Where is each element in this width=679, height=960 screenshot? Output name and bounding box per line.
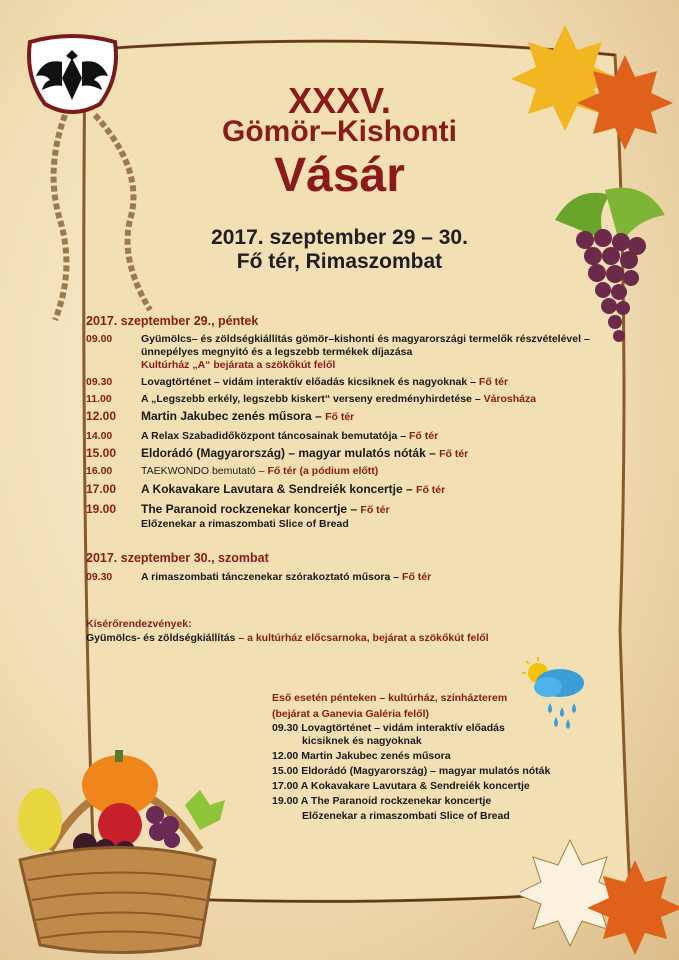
side-events-title: Gyümölcs- és zöldségkiállítás (86, 632, 236, 644)
autumn-leaf-icon (520, 820, 679, 960)
event-text (141, 503, 611, 531)
event-title: A rimaszombati tánczenekar szórakoztató műsora – (141, 571, 403, 583)
event-location: Kultúrház „A“ bejárata a szökőkút felől (141, 359, 336, 371)
event-title: Martin Jakubec zenés műsora – (141, 409, 326, 423)
event-location: Fő tér (478, 376, 509, 388)
event-text (141, 447, 611, 461)
event-time: 14.00 (86, 430, 113, 442)
side-events-text (86, 632, 626, 644)
event-location: Fő tér (409, 430, 439, 442)
rain-item: 17.00 A Kokavakare Lavutara & Sendreiék koncertje (272, 780, 530, 792)
festival-region: Gömör–Kishonti (221, 115, 457, 148)
side-events-location: – a kultúrház előcsarnoka, bejárat a szökőkút felől (235, 632, 489, 644)
rain-item: Előzenekar a rimaszombati Slice of Bread (302, 810, 510, 822)
event-location: Fő tér (439, 448, 469, 460)
rain-item: 19.00 A The Paranoid rockzenekar koncertje (272, 795, 492, 807)
day2-heading (86, 551, 269, 565)
event-time: 19.00 (86, 502, 117, 516)
event-location: Fő tér (360, 504, 390, 516)
festival-title: Vásár (274, 149, 405, 202)
event-location: Fő tér (325, 411, 355, 423)
festival-edition-number: XXXV. (288, 80, 391, 121)
rain-item: 12.00 Martin Jakubec zenés műsora (272, 750, 451, 762)
event-time: 17.00 (86, 482, 117, 496)
day1-weekday: , péntek (211, 314, 259, 328)
day2-weekday: , szombat (211, 551, 269, 565)
festival-dates: 2017. szeptember 29 – 30. (211, 226, 468, 249)
event-title: A Relax Szabadidőközpont táncosainak bemutatója – (141, 430, 410, 442)
event-title: Eldorádó (Magyarország) – magyar mulatós nóták – (141, 446, 440, 460)
rain-notice-line1: Eső esetén pénteken – kultúrház, színházterem (272, 692, 508, 704)
event-text (141, 410, 611, 424)
side-events-heading: Kísérőrendezvények: (86, 618, 192, 630)
day1-date: 2017. szeptember 29. (86, 314, 212, 328)
weather-rain-icon (520, 655, 590, 730)
event-location: Fő tér (402, 571, 432, 583)
event-title: A „Legszebb erkély, legszebb kiskert“ verseny eredményhirdetése – (141, 393, 484, 405)
event-extra: Előzenekar a rimaszombati Slice of Bread (141, 518, 349, 530)
event-text (141, 376, 611, 389)
event-location: Fő tér (a pódium előtt) (267, 465, 379, 477)
event-text (141, 333, 611, 372)
event-time: 09.30 (86, 571, 113, 583)
event-title: The Paranoid rockzenekar koncertje – (141, 502, 361, 516)
event-text (141, 430, 611, 443)
event-time: 16.00 (86, 465, 113, 477)
day1-heading (86, 314, 258, 328)
rain-item: 09.30 Lovagtörténet – vidám interaktív előadás (272, 722, 505, 734)
rain-item: 15.00 Eldorádó (Magyarország) – magyar mulatós nóták (272, 765, 551, 777)
event-time: 11.00 (86, 393, 112, 405)
event-title: TAEKWONDO bemutató – (141, 465, 268, 477)
event-location: Városháza (483, 393, 537, 405)
festival-location: Fő tér, Rimaszombat (236, 250, 443, 273)
event-time: 09.30 (86, 376, 113, 388)
event-title: Lovagtörténet – vidám interaktív előadás kicsiknek és nagyoknak – (141, 376, 479, 388)
event-text (141, 465, 611, 478)
event-time: 09.00 (86, 333, 113, 345)
event-title: A Kokavakare Lavutara & Sendreiék koncertje – (141, 482, 417, 496)
event-title: Gyümölcs– és zöldségkiállítás gömör–kishonti és magyarországi termelők részvételével – ünnepélyes megnyitó és a legszebb termékek díjazása (141, 333, 590, 358)
event-text (141, 483, 611, 497)
event-location: Fő tér (416, 484, 446, 496)
event-time: 12.00 (86, 409, 117, 423)
event-text (141, 571, 611, 584)
rain-item: kicsiknek és nagyoknak (302, 735, 422, 747)
event-time: 15.00 (86, 446, 117, 460)
day2-date: 2017. szeptember 30. (86, 551, 212, 565)
fruit-basket-icon (0, 740, 240, 960)
event-text (141, 393, 611, 406)
rain-notice-line2: (bejárat a Ganevia Galéria felől) (272, 708, 429, 720)
